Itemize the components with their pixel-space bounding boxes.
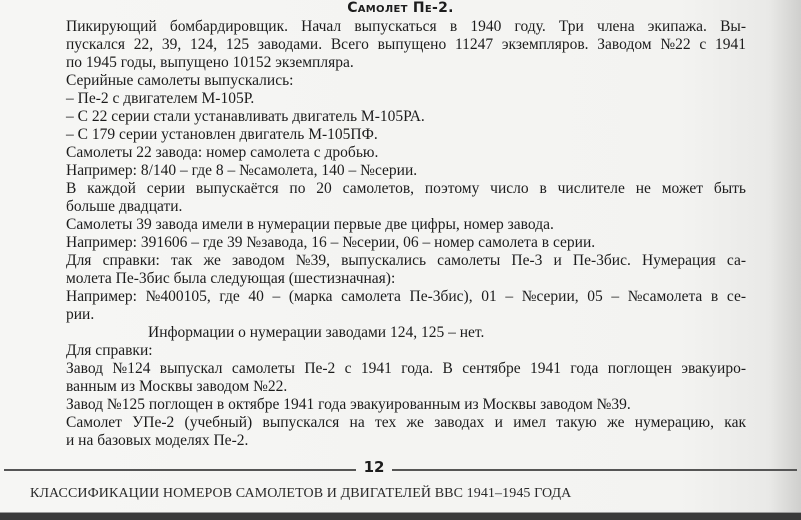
text-line: Например: №400105, где 40 – (марка самолета Пе-3бис), 01 – №серии, 05 – №самолета в се- bbox=[66, 288, 746, 305]
text-line: Завод №124 выпускал самолеты Пе-2 с 1941 года. В сентябре 1941 года поглощен эвакуиро- bbox=[66, 360, 746, 377]
page-title: Самолет Пе-2. bbox=[347, 0, 454, 16]
text-line: Самолет УПе-2 (учебный) выпускался на тех же заводах и имел такую же нумерацию, как bbox=[66, 414, 746, 431]
text-line: – С 179 серии установлен двигатель М-105ПФ. bbox=[66, 126, 378, 143]
text-line: Для справки: так же заводом №39, выпускались самолеты Пе-3 и Пе-3бис. Нумерация са- bbox=[66, 252, 746, 269]
footer-rule-left bbox=[4, 469, 356, 471]
text-line: В каждой серии выпускаётся по 20 самолетов, поэтому число в числителе не может быть bbox=[66, 180, 746, 197]
text-line: больше двадцати. bbox=[66, 198, 183, 215]
text-line: Например: 391606 – где 39 №завода, 16 – №серии, 06 – номер самолета в серии. bbox=[66, 234, 596, 251]
text-line: молета Пе-3бис была следующая (шестизначная): bbox=[66, 270, 396, 287]
text-line: Самолеты 22 завода: номер самолета с дробью. bbox=[66, 144, 379, 161]
text-line: Для справки: bbox=[66, 342, 153, 359]
text-line: Самолеты 39 завода имели в нумерации первые две цифры, номер завода. bbox=[66, 216, 554, 233]
text-line: пускался 22, 39, 124, 125 заводами. Всего выпущено 11247 экземпляров. Заводом №22 с 1941 bbox=[66, 36, 746, 53]
text-line: Завод №125 поглощен в октябре 1941 года эвакуированным из Москвы заводом №39. bbox=[66, 396, 631, 413]
text-line: Серийные самолеты выпускались: bbox=[66, 72, 294, 89]
text-line: Пикирующий бомбардировщик. Начал выпускаться в 1940 году. Три члена экипажа. Вы- bbox=[66, 18, 746, 35]
running-footer: КЛАССИФИКАЦИИ НОМЕРОВ САМОЛЕТОВ И ДВИГАТЕЛЕЙ ВВС 1941–1945 ГОДА bbox=[30, 486, 572, 501]
text-line: Например: 8/140 – где 8 – №самолета, 140 – №серии. bbox=[66, 162, 418, 179]
page-number: 12 bbox=[363, 458, 385, 476]
text-line: по 1945 годы, выпущено 10152 экземпляра. bbox=[66, 54, 354, 71]
page-body bbox=[66, 18, 746, 450]
text-line: и на базовых моделях Пе-2. bbox=[66, 432, 249, 449]
centered-note: Информации о нумерации заводами 124, 125 – нет. bbox=[148, 324, 485, 341]
text-line: – Пе-2 с двигателем М-105Р. bbox=[66, 90, 255, 107]
text-line: рии. bbox=[66, 306, 95, 323]
text-line: – С 22 серии стали устанавливать двигатель М-105РА. bbox=[66, 108, 425, 125]
footer-rule-right bbox=[392, 469, 797, 471]
text-line: ванным из Москвы заводом №22. bbox=[66, 378, 288, 395]
